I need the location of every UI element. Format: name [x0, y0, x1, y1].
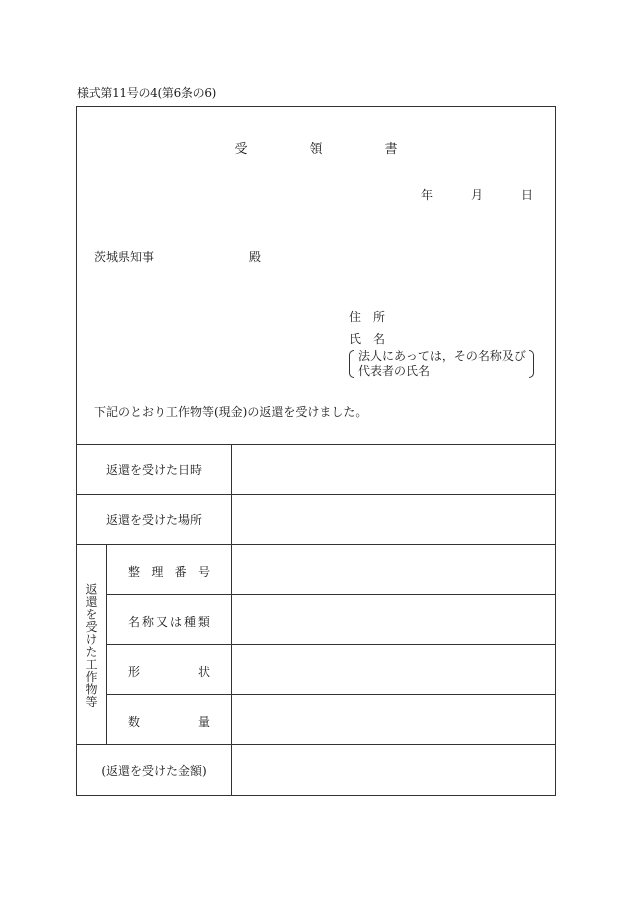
corporate-note-line1: 法人にあっては，その名称及び: [358, 349, 526, 363]
return-place-label: 返還を受けた場所: [105, 513, 202, 527]
return-place-field[interactable]: [232, 495, 555, 544]
title-char: 領: [309, 142, 323, 157]
right-bracket: [529, 350, 534, 378]
control-number-label: 整 理 番 号: [128, 565, 210, 579]
address-label: 住 所: [349, 310, 386, 324]
title-char: 受: [234, 142, 248, 157]
name-or-type-label: 名 称 又 は 種 類: [128, 615, 210, 629]
return-datetime-field[interactable]: [232, 445, 555, 494]
month-unit: 月: [471, 188, 484, 202]
quantity-label: 数 量: [128, 715, 210, 729]
amount-label: (返還を受けた金額): [101, 763, 207, 778]
statement: 下記のとおり工作物等(現金)の返還を受けました。: [94, 405, 368, 419]
quantity-field[interactable]: [232, 695, 555, 744]
addressee: 茨城県知事: [94, 250, 155, 264]
corporate-note: [349, 349, 534, 379]
document-title: [77, 138, 555, 157]
day-unit: 日: [521, 188, 534, 202]
shape-label: 形 状: [128, 665, 210, 679]
shape-field[interactable]: [232, 645, 555, 694]
date-line: [421, 186, 533, 203]
receipt-form: [76, 106, 556, 796]
corporate-note-line2: 代表者の氏名: [358, 364, 431, 378]
table-line: [106, 544, 107, 745]
items-group-label: 返還を受けた工作物等: [84, 582, 98, 708]
honorific: 殿: [249, 250, 262, 264]
control-number-field[interactable]: [232, 545, 555, 594]
return-datetime-label: 返還を受けた日時: [105, 463, 202, 477]
form-number: 様式第11号の4(第6条の6): [77, 86, 217, 100]
year-unit: 年: [421, 188, 434, 202]
amount-field[interactable]: [232, 745, 555, 795]
name-label: 氏 名: [349, 332, 386, 346]
name-or-type-field[interactable]: [232, 595, 555, 644]
title-char: 書: [384, 142, 398, 157]
left-bracket: [349, 350, 354, 378]
